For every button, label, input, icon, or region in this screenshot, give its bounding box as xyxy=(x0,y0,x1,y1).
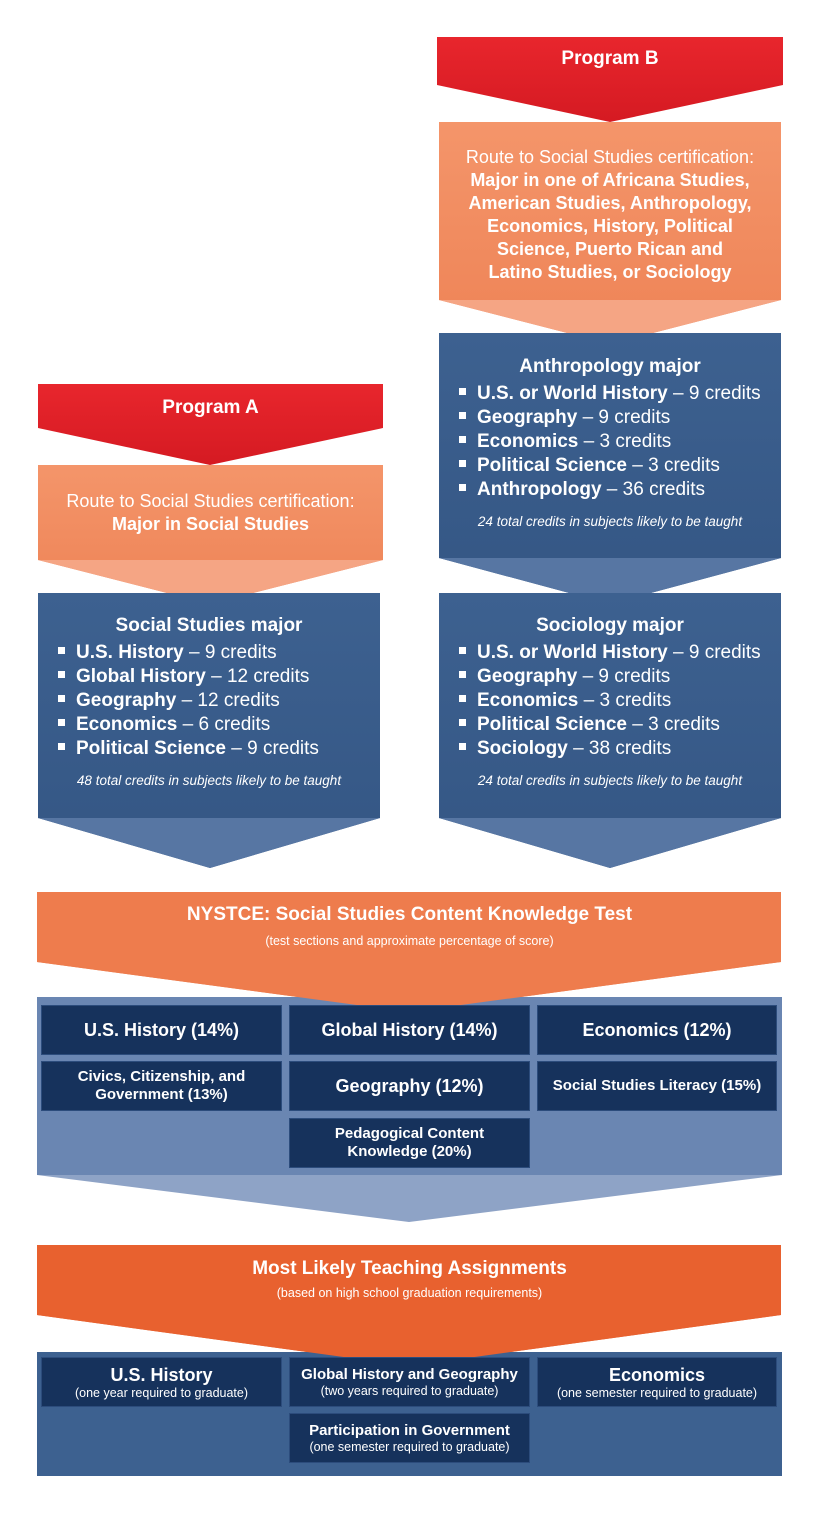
anthropology-major-box xyxy=(439,352,781,529)
assignments-subtitle: (based on high school graduation requirements) xyxy=(276,1286,543,1300)
test-section-economics: Economics (12%) xyxy=(537,1005,777,1055)
program-a-header: Program A xyxy=(162,397,259,418)
assignments-title: Most Likely Teaching Assignments xyxy=(252,1258,567,1279)
nystce-panel-arrow xyxy=(37,1175,782,1222)
list-item: Economics – 6 credits xyxy=(58,713,380,737)
list-item: Geography – 9 credits xyxy=(459,665,781,689)
test-section-global-history: Global History (14%) xyxy=(289,1005,530,1055)
list-item: Economics – 3 credits xyxy=(459,689,781,713)
test-section-us-history: U.S. History (14%) xyxy=(41,1005,282,1055)
social-studies-course-list xyxy=(38,641,380,761)
list-item: U.S. or World History – 9 credits xyxy=(459,382,781,406)
assignment-us-history: U.S. History (one year required to graduate) xyxy=(41,1357,282,1407)
sociology-course-list xyxy=(439,641,781,761)
list-item: Anthropology – 36 credits xyxy=(459,478,781,502)
list-item: Geography – 9 credits xyxy=(459,406,781,430)
program-b-route-line-5: Latino Studies, or Sociology xyxy=(488,262,732,282)
test-section-geography: Geography (12%) xyxy=(289,1061,530,1111)
list-item: Political Science – 3 credits xyxy=(459,454,781,478)
test-section-pedagogical: Pedagogical Content Knowledge (20%) xyxy=(289,1118,530,1168)
program-a-route-major: Major in Social Studies xyxy=(111,514,310,534)
list-item: Economics – 3 credits xyxy=(459,430,781,454)
sociology-major-box xyxy=(439,611,781,788)
list-item: Political Science – 9 credits xyxy=(58,737,380,761)
list-item: Sociology – 38 credits xyxy=(459,737,781,761)
anthropology-course-list xyxy=(439,382,781,502)
social-studies-major-title: Social Studies major xyxy=(115,615,303,636)
list-item: Geography – 12 credits xyxy=(58,689,380,713)
assignment-economics: Economics (one semester required to graduate) xyxy=(537,1357,777,1407)
program-b-route-intro: Route to Social Studies certification: xyxy=(465,147,755,167)
list-item: U.S. or World History – 9 credits xyxy=(459,641,781,665)
sociology-total: 24 total credits in subjects likely to be taught xyxy=(477,773,743,788)
program-b-soc-tail xyxy=(439,818,781,868)
program-a-route-intro: Route to Social Studies certification: xyxy=(66,491,355,511)
program-b-route-line-3: Economics, History, Political xyxy=(487,216,733,236)
assignment-global-geo: Global History and Geography (two years required to graduate) xyxy=(289,1357,530,1407)
list-item: Political Science – 3 credits xyxy=(459,713,781,737)
list-item: U.S. History – 9 credits xyxy=(58,641,380,665)
program-b-route-line-4: Science, Puerto Rican and xyxy=(496,239,724,259)
sociology-major-title: Sociology major xyxy=(536,615,684,636)
assignment-government: Participation in Government (one semester required to graduate) xyxy=(289,1413,530,1463)
anthropology-major-title: Anthropology major xyxy=(519,356,701,377)
program-a-major-tail xyxy=(38,818,380,868)
nystce-title: NYSTCE: Social Studies Content Knowledge Test xyxy=(186,904,633,925)
test-section-literacy: Social Studies Literacy (15%) xyxy=(537,1061,777,1111)
program-b-route xyxy=(439,140,781,290)
program-a-route xyxy=(38,480,383,546)
social-studies-major-box xyxy=(38,611,380,788)
program-b-header: Program B xyxy=(561,48,659,69)
test-section-civics: Civics, Citizenship, and Government (13%) xyxy=(41,1061,282,1111)
nystce-subtitle: (test sections and approximate percentage of score) xyxy=(265,934,554,948)
social-studies-total: 48 total credits in subjects likely to be taught xyxy=(76,773,342,788)
program-b-route-line-1: Major in one of Africana Studies, xyxy=(470,170,750,190)
list-item: Global History – 12 credits xyxy=(58,665,380,689)
anthropology-total: 24 total credits in subjects likely to be taught xyxy=(477,514,743,529)
program-b-route-line-2: American Studies, Anthropology, xyxy=(468,193,752,213)
